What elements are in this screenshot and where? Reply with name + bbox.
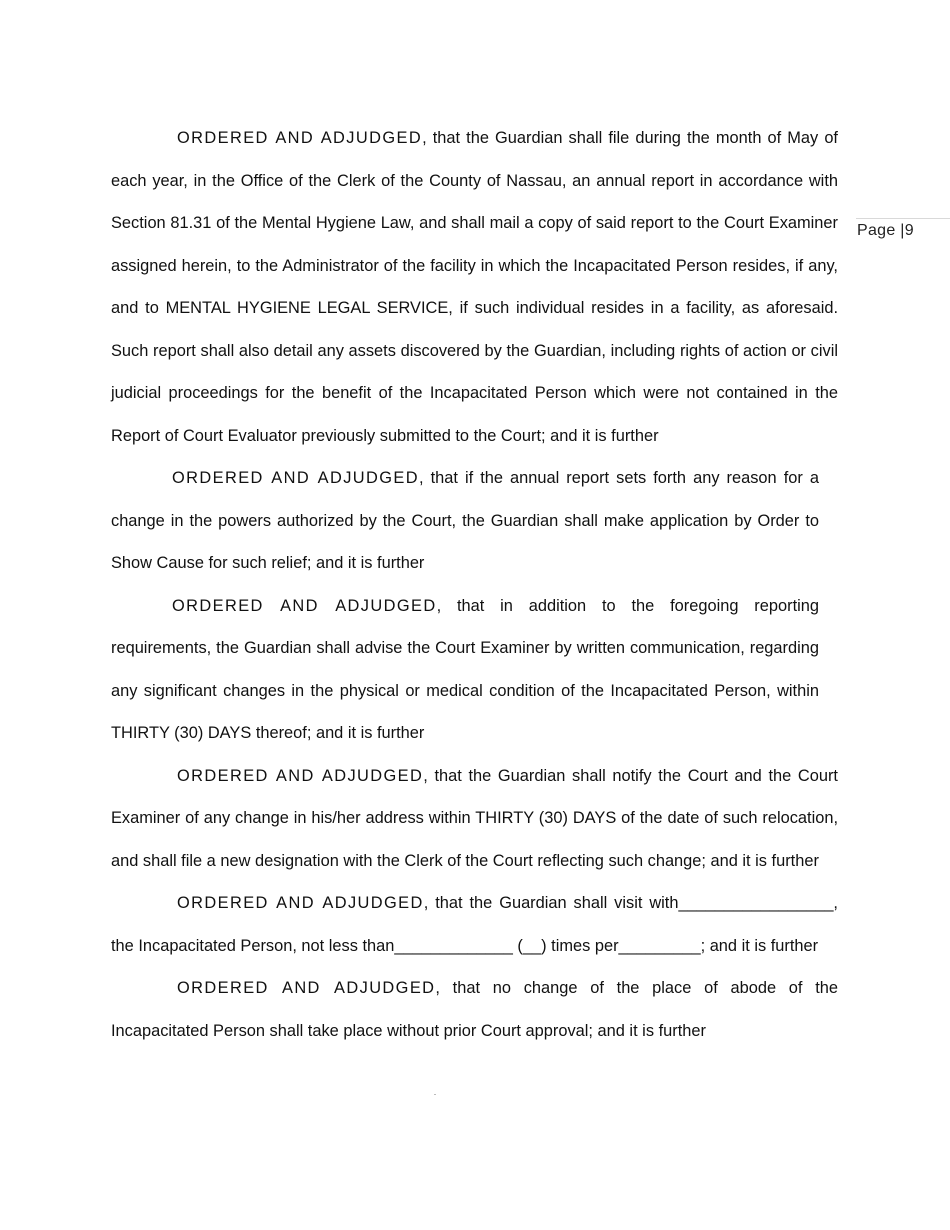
order-paragraph-annual-report [111, 117, 838, 457]
order-lead: ORDERED AND ADJUDGED [177, 979, 436, 997]
order-paragraph-visits [111, 882, 838, 967]
order-text: , that in addition to the foregoing reporting requirements, the Guardian shall advise the Court Examiner by written communication, regarding any significant changes in the physical or medical condition of the Incapacitated Person, within THIRTY (30) DAYS thereof; and it is further [111, 596, 819, 742]
order-text: , that the Guardian shall visit with_________________, the Incapacitated Person, not less than_____________ (__) times per_________; and it is further [111, 894, 838, 955]
order-text: , that the Guardian shall notify the Court and the Court Examiner of any change in his/her address within THIRTY (30) DAYS of the date of such relocation, and shall file a new designation with the Clerk of the Court reflecting such change; and it is further [111, 766, 838, 870]
order-text: , that no change of the place of abode of the Incapacitated Person shall take place without prior Court approval; and it is further [111, 979, 838, 1040]
order-paragraph-place-of-abode [111, 967, 838, 1052]
order-lead: ORDERED AND ADJUDGED [177, 129, 423, 147]
order-lead: ORDERED AND ADJUDGED [172, 596, 437, 615]
order-paragraph-change-powers [111, 457, 819, 585]
order-lead: ORDERED AND ADJUDGED [177, 894, 424, 912]
order-paragraph-address-change [111, 755, 838, 883]
header-divider [856, 218, 950, 219]
order-text: , that the Guardian shall file during the month of May of each year, in the Office of the Clerk of the County of Nassau, an annual report in accordance with Section 81.31 of the Mental Hygiene Law, and shall mail a copy of said report to the Court Examiner assigned herein, to the Administrator of the facility in which the Incapacitated Person resides, if any, and to MENTAL HYGIENE LEGAL SERVICE, if such individual resides in a facility, as aforesaid. Such report shall also detail any assets discovered by the Guardian, including rights of action or civil judicial proceedings for the benefit of the Incapacitated Person which were not contained in the Report of Court Evaluator previously submitted to the Court; and it is further [111, 129, 838, 445]
page-number: Page |9 [857, 222, 914, 239]
order-paragraph-significant-changes [111, 585, 819, 755]
order-lead: ORDERED AND ADJUDGED [177, 766, 424, 785]
stray-mark [434, 1094, 436, 1095]
order-text: , that if the annual report sets forth any reason for a change in the powers authorized by the Court, the Guardian shall make application by Order to Show Cause for such relief; and it is further [111, 469, 819, 572]
document-body [111, 117, 838, 1052]
order-lead: ORDERED AND ADJUDGED [172, 469, 419, 487]
